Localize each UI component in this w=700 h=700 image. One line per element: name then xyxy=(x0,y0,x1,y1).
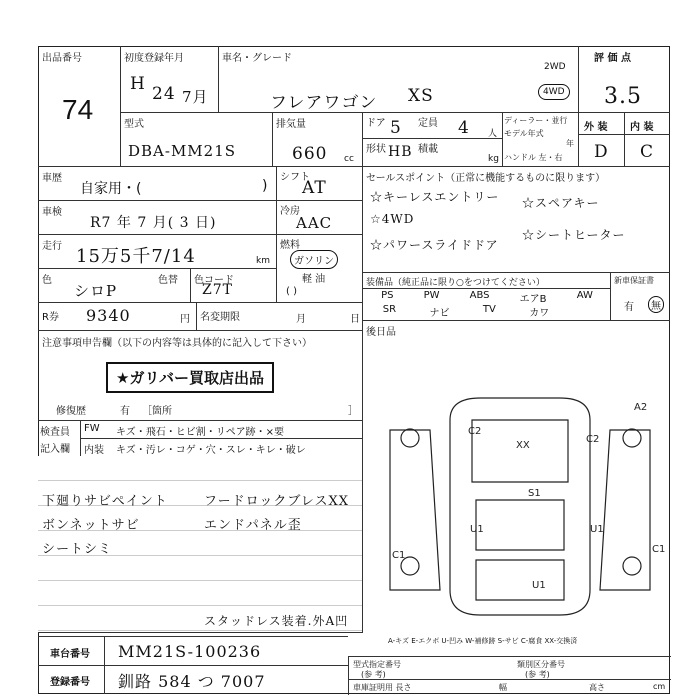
color-code-value: Z7T xyxy=(202,282,233,298)
car-name: フレアワゴン xyxy=(270,93,378,113)
mileage-value: 15万5千7/14 xyxy=(76,246,196,267)
chassis-value: MM21S-100236 xyxy=(118,642,262,661)
door-capacity-cell xyxy=(362,112,503,167)
plate-row xyxy=(38,664,348,694)
sales-points-section xyxy=(362,166,670,273)
equipment-item: ABS xyxy=(469,290,490,301)
fuel-diesel: 軽 油 xyxy=(302,274,326,285)
car-name-label: 車名・グレード xyxy=(222,53,292,64)
rating-label: 評 価 点 xyxy=(594,53,631,64)
shift-value: AT xyxy=(302,178,327,198)
cm-unit: cm xyxy=(653,682,666,691)
registration-month: 7月 xyxy=(182,88,209,106)
repair-close: ］ xyxy=(348,406,358,417)
remark-right-1: フードロックブレスXX xyxy=(204,494,349,509)
drive-2wd: 2WD xyxy=(544,62,566,72)
equipment-item: ナビ xyxy=(429,308,450,319)
inspection-checks xyxy=(38,420,363,457)
inspection-row xyxy=(38,200,277,235)
equipment-item: エアB xyxy=(519,294,547,305)
equipment-item: PS xyxy=(381,290,394,301)
fuel-gasoline: ガソリン xyxy=(290,250,338,269)
repair-place: ［箇所 xyxy=(142,406,172,417)
fuel-other: ( ) xyxy=(286,286,297,297)
history-row xyxy=(38,166,277,201)
remarks-section xyxy=(38,456,363,633)
plate-value: 釧路 584 つ 7007 xyxy=(118,672,266,691)
displacement-cell xyxy=(272,112,363,167)
model-value: DBA-MM21S xyxy=(128,142,237,160)
displacement-label: 排気量 xyxy=(276,119,306,130)
dealer-stamp: ★ガリバー買取店出品 xyxy=(106,362,274,393)
mark-c2-left: C2 xyxy=(468,426,482,437)
model-year-label: モデル年式 xyxy=(504,129,544,138)
sales-point-2: ☆スペアキー xyxy=(522,196,600,210)
door-value: 5 xyxy=(390,118,402,138)
load-label: 積載 xyxy=(418,144,438,155)
recycle-value: 9340 xyxy=(86,306,131,325)
sales-point-3: ☆4WD xyxy=(370,212,415,226)
car-grade: XS xyxy=(408,86,434,106)
registration-era: H xyxy=(130,74,146,94)
cert-height: 高さ xyxy=(589,683,605,692)
lot-number: 74 xyxy=(62,94,94,125)
yen-unit: 円 xyxy=(180,314,190,325)
registration-label: 初度登録年月 xyxy=(124,53,184,64)
car-name-cell xyxy=(218,46,579,113)
ac-label: 冷房 xyxy=(280,206,300,217)
mark-c2-right: C2 xyxy=(586,434,600,445)
inspector-label: 検査員 xyxy=(40,427,70,438)
notes-label: 注意事項申告欄（以下の内容等は具体的に記入して下さい） xyxy=(42,338,312,349)
aftermarket-label: 後日品 xyxy=(366,327,396,338)
aftermarket-section xyxy=(362,320,670,380)
cert-width: 幅 xyxy=(499,683,507,692)
rating-value: 3.5 xyxy=(604,84,642,109)
sales-point-4: ☆パワースライドドア xyxy=(370,238,499,252)
mark-c1-right: C1 xyxy=(652,544,666,555)
exterior-interior-cell xyxy=(578,112,670,167)
mark-xx: XX xyxy=(516,440,530,451)
color-row xyxy=(38,268,277,303)
lot-number-cell xyxy=(38,46,121,167)
fw-items: キズ・飛石・ヒビ割・リペア跡・×要 xyxy=(116,427,284,438)
km-unit: km xyxy=(256,256,270,266)
color-code-label: 色コード xyxy=(194,275,234,286)
lot-number-label: 出品番号 xyxy=(42,53,82,64)
warranty-no: 無 xyxy=(648,296,664,313)
month-unit: 月 xyxy=(296,314,306,325)
fuel-label: 燃料 xyxy=(280,240,300,251)
notes-section xyxy=(38,330,363,421)
plate-label: 登録番号 xyxy=(50,677,90,688)
capacity-label: 定員 xyxy=(418,118,438,129)
mileage-row xyxy=(38,234,277,269)
day-unit: 日 xyxy=(350,314,360,325)
equipment-item: AW xyxy=(576,290,593,301)
remark-bottom: スタッドレス装着.外A凹 xyxy=(204,614,349,628)
class-label: 類別区分番号 xyxy=(517,660,565,669)
mark-s1: S1 xyxy=(528,488,541,499)
class-sub: (参 考) xyxy=(525,670,550,679)
model-cell xyxy=(120,112,273,167)
displacement-value: 660 xyxy=(292,144,328,164)
shape-label: 形状 xyxy=(366,144,386,155)
recycle-label: R券 xyxy=(42,312,59,323)
color-change-label: 色替 xyxy=(158,275,178,286)
color-label: 色 xyxy=(42,275,52,286)
name-change-label: 名変期限 xyxy=(200,312,240,323)
warranty-label: 新車保証書 xyxy=(614,276,654,285)
history-value: 自家用・( xyxy=(80,181,142,197)
dealer-cell xyxy=(502,112,579,167)
door-label: ドア xyxy=(366,118,386,129)
remark-left-2: ボンネットサビ xyxy=(42,518,140,533)
sales-points-label: セールスポイント（正常に機能するものに限ります） xyxy=(366,173,606,184)
repair-label: 修復歴 xyxy=(56,406,86,417)
chassis-label: 車台番号 xyxy=(50,649,90,660)
model-label: 型式 xyxy=(124,119,144,130)
ac-value: AAC xyxy=(296,214,333,232)
sales-point-5: ☆シートヒーター xyxy=(522,228,626,242)
recycle-row xyxy=(38,302,363,331)
exterior-value: D xyxy=(594,142,609,162)
equipment-row-2 xyxy=(366,304,566,318)
dealer-label: ディーラー・並行 xyxy=(504,116,568,125)
mark-c1-left: C1 xyxy=(392,550,406,561)
color-value: シロP xyxy=(74,282,118,300)
inspection-label: 車検 xyxy=(42,207,62,218)
reference-block xyxy=(348,656,671,695)
mileage-label: 走行 xyxy=(42,241,62,252)
inspection-value: R7 年 7 月( 3 日) xyxy=(90,215,217,231)
ac-cell xyxy=(276,200,363,235)
registration-cell xyxy=(120,46,219,113)
mark-u1-rear: U1 xyxy=(532,580,546,591)
capacity-value: 4 xyxy=(458,118,470,138)
sales-point-1: ☆キーレスエントリー xyxy=(370,190,500,204)
handle-label: ハンドル 左・右 xyxy=(504,153,563,162)
shift-cell xyxy=(276,166,363,201)
history-close: ) xyxy=(262,178,268,194)
interior-label: 内 装 xyxy=(630,122,654,133)
car-damage-diagram xyxy=(380,390,670,630)
interior-check-label: 内装 xyxy=(84,445,104,456)
interior-value: C xyxy=(640,142,655,162)
equipment-item: PW xyxy=(423,290,440,301)
shape-value: HB xyxy=(388,144,413,160)
equipment-label: 装備品（純正品に限り○をつけてください） xyxy=(366,278,545,288)
damage-legend: A-キズ E-エクボ U-凹み W-補修跡 S-サビ C-腐食 XX-交換済 xyxy=(388,637,578,645)
type-designation-sub: (参 考) xyxy=(361,670,386,679)
equipment-section xyxy=(362,272,670,321)
rating-cell xyxy=(578,46,670,113)
fuel-cell xyxy=(276,234,363,303)
equipment-item: カワ xyxy=(529,308,550,319)
equipment-row-1 xyxy=(366,290,608,304)
mark-u1-left: U1 xyxy=(470,524,484,535)
shift-label: シフト xyxy=(280,172,310,183)
repair-value: 有 xyxy=(120,406,130,417)
cc-unit: cc xyxy=(344,154,354,164)
type-designation-label: 型式指定番号 xyxy=(353,660,401,669)
equipment-item: TV xyxy=(482,304,496,315)
history-label: 車歴 xyxy=(42,173,62,184)
remark-right-2: エンドパネル歪 xyxy=(204,518,302,533)
equipment-item: SR xyxy=(382,304,397,315)
year-unit: 年 xyxy=(566,139,574,148)
warranty-yes: 有 xyxy=(624,302,634,313)
person-unit: 人 xyxy=(488,129,498,139)
mark-u1-right: U1 xyxy=(590,524,604,535)
fw-label: FW xyxy=(84,423,100,434)
entry-label: 記入欄 xyxy=(40,444,70,455)
cert-length: 車庫証明用 長さ xyxy=(353,683,412,692)
chassis-row xyxy=(38,636,348,666)
mark-a2: A2 xyxy=(634,402,648,413)
drive-4wd: 4WD xyxy=(538,84,570,100)
exterior-label: 外 装 xyxy=(584,122,608,133)
kg-unit: kg xyxy=(488,154,499,164)
registration-year: 24 xyxy=(152,84,176,104)
interior-items: キズ・汚レ・コゲ・穴・スレ・キレ・破レ xyxy=(116,445,306,456)
remark-left-3: シートシミ xyxy=(42,542,113,557)
remark-left-1: 下廻りサビペイント xyxy=(42,494,168,509)
